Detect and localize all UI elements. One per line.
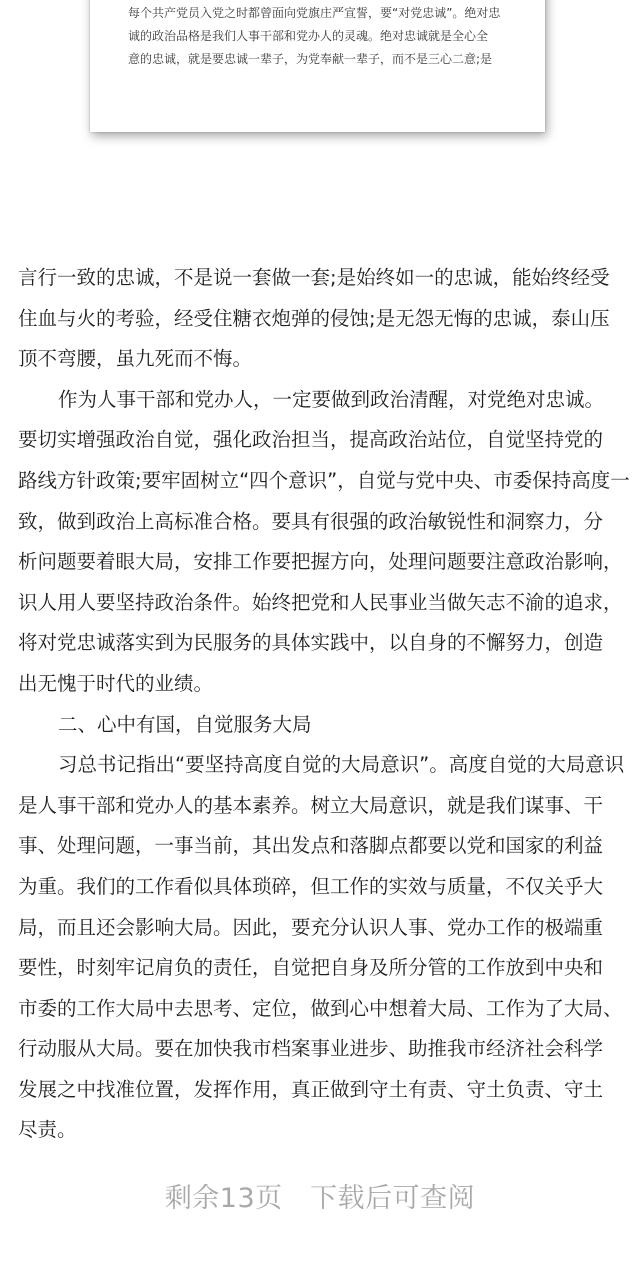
body-line: 析问题要着眼大局，安排工作要把握方向，处理问题要注意政治影响， bbox=[18, 550, 623, 574]
body-line: 是人事干部和党办人的基本素养。树立大局意识，就是我们谋事、干 bbox=[18, 793, 604, 817]
preview-line: 意的忠诚，就是要忠诚一辈子，为党奉献一辈子，而不是三心二意;是 bbox=[128, 52, 493, 66]
body-line: 顶不弯腰，虽九死而不悔。 bbox=[18, 347, 253, 371]
body-line: 尽责。 bbox=[18, 1118, 77, 1142]
section-heading: 二、心中有国，自觉服务大局 bbox=[58, 712, 312, 736]
preview-line: 每个共产党员入党之时都曾面向党旗庄严宣誓，要“对党忠诚”。绝对忠 bbox=[128, 6, 501, 20]
body-line: 事、处理问题，一事当前，其出发点和落脚点都要以党和国家的利益 bbox=[18, 834, 604, 858]
body-line: 市委的工作大局中去思考、定位，做到心中想着大局、工作为了大局、 bbox=[18, 996, 623, 1020]
paragraph-first-line: 作为人事干部和党办人，一定要做到政治清醒，对党绝对忠诚。 bbox=[58, 387, 605, 411]
body-line: 要切实增强政治自觉，强化政治担当，提高政治站位，自觉坚持党的 bbox=[18, 428, 604, 452]
body-line: 局，而且还会影响大局。因此，要充分认识人事、党办工作的极端重 bbox=[18, 915, 604, 939]
download-remaining-pages-link[interactable]: 剩余13页 下载后可查阅 bbox=[164, 1183, 476, 1214]
paragraph-first-line: 习总书记指出“要坚持高度自觉的大局意识”。高度自觉的大局意识 bbox=[58, 753, 625, 777]
body-line: 言行一致的忠诚，不是说一套做一套;是始终如一的忠诚，能始终经受 bbox=[18, 266, 610, 289]
body-line: 发展之中找准位置，发挥作用，真正做到守土有责、守土负责、守土 bbox=[18, 1077, 604, 1101]
document-preview-card bbox=[90, 0, 545, 132]
body-line: 行动服从大局。要在加快我市档案事业进步、助推我市经济社会科学 bbox=[18, 1037, 604, 1061]
body-line: 将对党忠诚落实到为民服务的具体实践中，以自身的不懈努力，创造 bbox=[18, 631, 604, 655]
body-line: 路线方针政策;要牢固树立“四个意识”，自觉与党中央、市委保持高度一 bbox=[18, 468, 630, 492]
body-line: 为重。我们的工作看似具体琐碎，但工作的实效与质量，不仅关乎大 bbox=[18, 874, 604, 898]
body-line: 要性，时刻牢记肩负的责任，自觉把自身及所分管的工作放到中央和 bbox=[18, 956, 604, 980]
body-line: 识人用人要坚持政治条件。始终把党和人民事业当做矢志不渝的追求， bbox=[18, 590, 623, 614]
preview-paragraph bbox=[128, 2, 513, 71]
body-line: 住血与火的考验，经受住糖衣炮弹的侵蚀;是无怨无悔的忠诚，泰山压 bbox=[18, 306, 610, 330]
document-body bbox=[18, 258, 630, 1151]
preview-line: 诚的政治品格是我们人事干部和党办人的灵魂。绝对忠诚就是全心全 bbox=[128, 29, 489, 43]
body-line: 出无愧于时代的业绩。 bbox=[18, 671, 214, 695]
body-line: 致，做到政治上高标准合格。要具有很强的政治敏锐性和洞察力，分 bbox=[18, 509, 604, 533]
